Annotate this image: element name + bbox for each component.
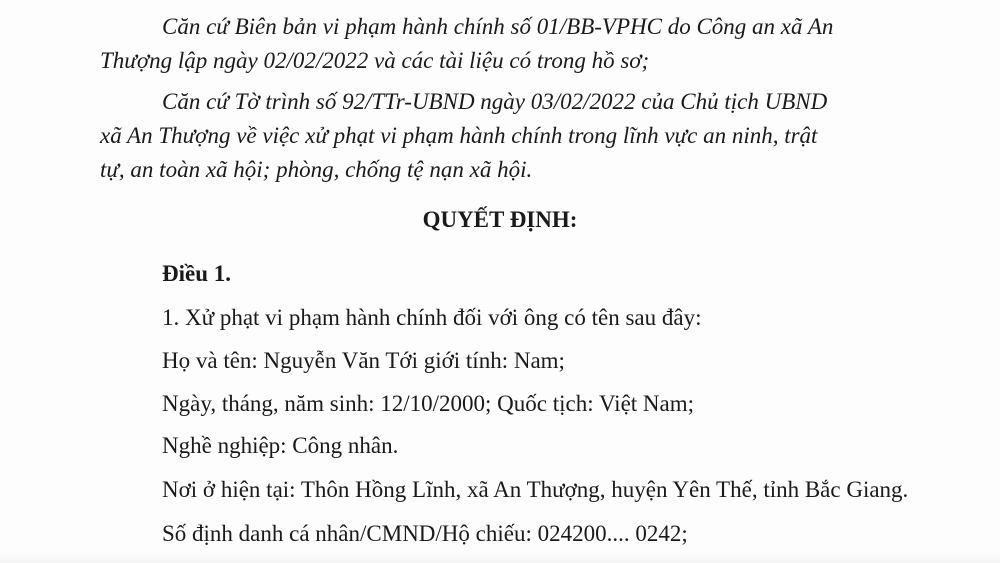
preamble-para1-line2: Thượng lập ngày 02/02/2022 và các tài liệu có trong hồ sơ; <box>100 48 650 73</box>
preamble-para2-line3: tự, an toàn xã hội; phòng, chống tệ nạn xã hội. <box>100 157 533 182</box>
preamble-para2-line2: xã An Thượng về việc xử phạt vi phạm hành chính trong lĩnh vực an ninh, trật <box>100 123 818 148</box>
occupation-line: Nghề nghiệp: Công nhân. <box>162 433 399 458</box>
residence-line: Nơi ở hiện tại: Thôn Hồng Lĩnh, xã An Thượng, huyện Yên Thế, tỉnh Bắc Giang. <box>162 477 909 502</box>
article-item-1: 1. Xử phạt vi phạm hành chính đối với ông có tên sau đây: <box>162 305 702 330</box>
decision-title: QUYẾT ĐỊNH: <box>422 207 578 232</box>
preamble-para1-line1: Căn cứ Biên bản vi phạm hành chính số 01/BB-VPHC do Công an xã An <box>162 14 834 39</box>
full-name-line: Họ và tên: Nguyễn Văn Tới giới tính: Nam; <box>162 348 565 373</box>
preamble-para2-line1: Căn cứ Tờ trình số 92/TTr-UBND ngày 03/02/2022 của Chủ tịch UBND <box>162 89 828 114</box>
birth-date-line: Ngày, tháng, năm sinh: 12/10/2000; Quốc tịch: Việt Nam; <box>162 391 695 416</box>
article-heading: Điều 1. <box>162 261 231 286</box>
id-number-line: Số định danh cá nhân/CMND/Hộ chiếu: 024200.... 0242; <box>162 521 688 546</box>
page-bottom-edge <box>0 552 1000 563</box>
